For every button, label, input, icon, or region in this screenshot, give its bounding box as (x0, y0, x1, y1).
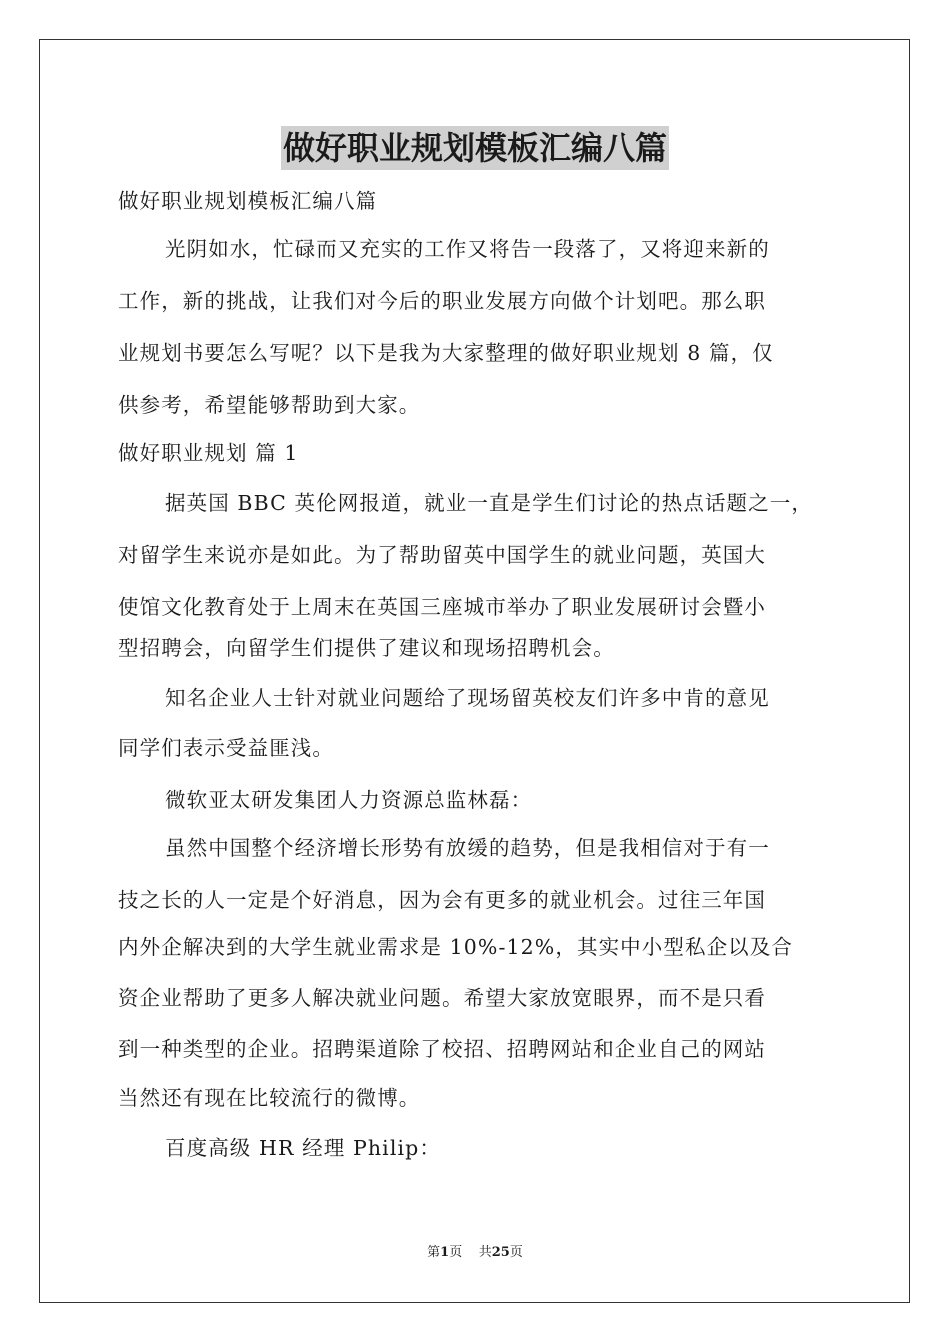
body-line: 对留学生来说亦是如此。为了帮助留英中国学生的就业问题，英国大 (118, 543, 766, 567)
body-line: 当然还有现在比较流行的微博。 (118, 1086, 421, 1110)
section-heading: 做好职业规划 篇 1 (118, 441, 299, 465)
body-line: 微软亚太研发集团人力资源总监林磊： (165, 788, 533, 812)
body-line: 业规划书要怎么写呢？以下是我为大家整理的做好职业规划 8 篇，仅 (118, 341, 774, 365)
body-line: 技之长的人一定是个好消息，因为会有更多的就业机会。过往三年国 (118, 888, 766, 912)
body-line: 内外企解决到的大学生就业需求是 10%-12%，其实中小型私企以及合 (118, 935, 793, 959)
footer-total-suffix: 页 (509, 1245, 523, 1260)
body-line: 同学们表示受益匪浅。 (118, 736, 334, 760)
body-line: 虽然中国整个经济增长形势有放缓的趋势，但是我相信对于有一 (165, 836, 770, 860)
page-border (39, 39, 910, 1303)
body-line: 到一种类型的企业。招聘渠道除了校招、招聘网站和企业自己的网站 (118, 1037, 766, 1061)
body-line: 使馆文化教育处于上周末在英国三座城市举办了职业发展研讨会暨小 (118, 595, 766, 619)
body-line: 光阴如水，忙碌而又充实的工作又将告一段落了，又将迎来新的 (165, 237, 770, 261)
body-line: 型招聘会，向留学生们提供了建议和现场招聘机会。 (118, 636, 615, 660)
current-page-number: 1 (440, 1245, 450, 1260)
body-line: 知名企业人士针对就业问题给了现场留英校友们许多中肯的意见 (165, 686, 770, 710)
body-line: 资企业帮助了更多人解决就业问题。希望大家放宽眼界，而不是只看 (118, 986, 766, 1010)
document-title (0, 126, 950, 170)
total-page-count: 25 (491, 1245, 510, 1260)
body-line: 百度高级 HR 经理 Philip： (165, 1136, 441, 1160)
footer-page-word: 页 (449, 1245, 463, 1260)
footer-prefix: 第 (427, 1245, 441, 1260)
body-line: 工作，新的挑战，让我们对今后的职业发展方向做个计划吧。那么职 (118, 289, 766, 313)
page-footer (0, 1244, 950, 1262)
title-text: 做好职业规划模板汇编八篇 (281, 126, 669, 170)
body-line: 供参考，希望能够帮助到大家。 (118, 393, 421, 417)
subtitle-line: 做好职业规划模板汇编八篇 (118, 189, 378, 213)
body-line: 据英国 BBC 英伦网报道，就业一直是学生们讨论的热点话题之一， (165, 491, 813, 515)
footer-total-prefix: 共 (478, 1245, 492, 1260)
